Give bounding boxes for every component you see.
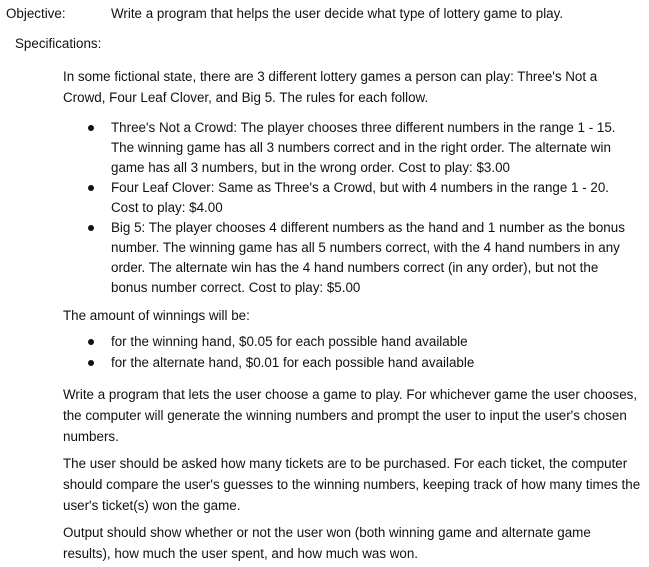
intro-paragraph: In some fictional state, there are 3 different lottery games a person can play: Three's Not a Crowd, Four Leaf Clover, and Big 5. The rules for each follow. [63, 69, 598, 105]
bullet-icon [88, 185, 94, 191]
bullet-icon [88, 339, 94, 345]
list-item-winning-hand [0, 332, 638, 352]
bullet-icon [88, 360, 94, 366]
specifications-label: Specifications: [15, 36, 102, 51]
tickets-paragraph: The user should be asked how many tickets are to be purchased. For each ticket, the computer should compare the user's guesses to the winning numbers, keeping track of how many times the user's ticket(s) won the game. [63, 456, 641, 513]
list-item-threes-not-a-crowd [0, 118, 638, 178]
list-item-text: Four Leaf Clover: Same as Three's a Crowd, but with 4 numbers in the range 1 - 20. Cost to play: $4.00 [111, 180, 610, 215]
list-item-big-5 [0, 218, 638, 298]
output-paragraph: Output should show whether or not the user won (both winning game and alternate game results), how much the user spent, and how much was won. [63, 525, 591, 561]
game-rules-list [0, 118, 638, 298]
list-item-text: Big 5: The player chooses 4 different numbers as the hand and 1 number as the bonus number. The winning game has all 5 numbers correct, with the 4 hand numbers in any order. The alternate win has the 4 hand numbers correct (in any order), but not the bonus number correct. Cost to play: $5.00 [111, 220, 625, 295]
list-item-alternate-hand [0, 353, 638, 373]
list-item-text: Three's Not a Crowd: The player chooses three different numbers in the range 1 - 15. The winning game has all 3 numbers correct and in the right order. The alternate win game has all 3 numbers, but in the wrong order. Cost to play: $3.00 [111, 120, 616, 175]
objective-label: Objective: [6, 6, 66, 21]
list-item-text: for the winning hand, $0.05 for each possible hand available [111, 334, 468, 349]
bullet-icon [88, 125, 94, 131]
list-item-four-leaf-clover [0, 178, 638, 218]
list-item-text: for the alternate hand, $0.01 for each possible hand available [111, 355, 475, 370]
bullet-icon [88, 225, 94, 231]
objective-text: Write a program that helps the user decide what type of lottery game to play. [111, 6, 564, 21]
program-paragraph: Write a program that lets the user choose a game to play. For whichever game the user chooses, the computer will generate the winning numbers and prompt the user to input the user's chosen numbers. [63, 387, 638, 444]
winnings-list [0, 332, 638, 374]
winnings-intro: The amount of winnings will be: [63, 308, 250, 323]
